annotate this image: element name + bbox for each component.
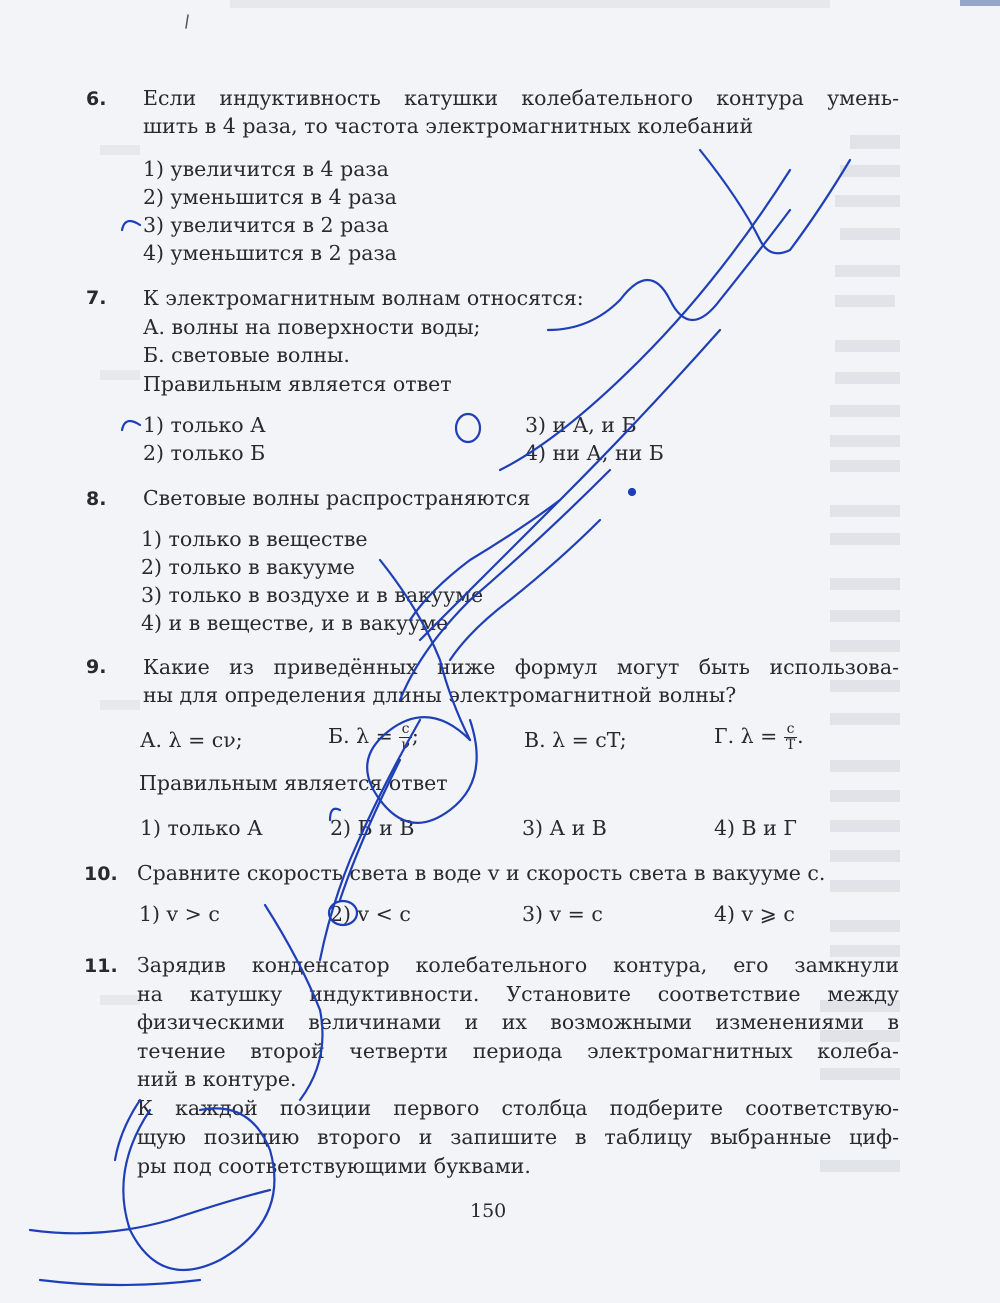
question-text: К каждой позиции первого столбца подберите соответствую- [137,1096,899,1120]
question-text: ры под соответствующими буквами. [137,1154,531,1178]
answer-option: 2) уменьшится в 4 раза [143,185,397,209]
answer-option: 1) v > c [139,902,220,926]
answer-option: 4) v ⩾ c [714,902,795,926]
ink-stroke [122,421,140,430]
question-number: 6. [86,88,107,110]
question-number: 8. [86,488,107,510]
ink-stroke [40,1280,200,1285]
answer-option: 3) и А, и Б [525,413,637,437]
question-prompt: Правильным является ответ [143,372,452,396]
answer-option: 3) А и В [522,816,607,840]
fraction [399,722,412,753]
question-text: шить в 4 раза, то частота электромагнитных колебаний [143,114,754,138]
fraction-denominator: ν [401,737,410,753]
answer-option: 1) только А [143,413,266,437]
question-text: Сравните скорость света в воде v и скорость света в вакууме c. [137,861,826,885]
ink-circle [456,414,480,442]
question-prompt: Правильным является ответ [139,771,448,795]
ink-dot [629,489,635,495]
answer-option: 4) В и Г [714,816,797,840]
answer-option: 4) уменьшится в 2 раза [143,241,397,265]
question-number: 7. [86,287,107,309]
formula-text: ; [411,724,419,748]
question-text: на катушку индуктивности. Установите соответствие между [137,982,899,1006]
answer-option: 1) только в веществе [141,527,368,551]
question-number: 10. [84,863,118,885]
ink-stroke [30,1190,270,1233]
fraction-numerator: c [399,722,412,738]
question-item: Б. световые волны. [143,343,350,367]
question-text: щую позицию второго и запишите в таблицу выбранные циф- [137,1125,899,1149]
ink-stroke [122,221,140,230]
formula-g [714,722,804,753]
answer-option: 3) только в воздухе и в вакууме [141,583,484,607]
question-text: Зарядив конденсатор колебательного контура, его замкнули [137,953,899,977]
fraction-denominator: T [785,737,796,753]
pencil-tick [186,15,188,28]
answer-option: 2) Б и В [330,816,415,840]
question-number: 11. [84,955,118,977]
question-text: К электромагнитным волнам относятся: [143,286,584,310]
formula-v: В. λ = cT; [524,728,627,752]
answer-option: 4) ни А, ни Б [525,441,664,465]
question-text: физическими величинами и их возможными изменениями в [137,1010,899,1034]
question-text: ний в контуре. [137,1067,297,1091]
answer-option: 3) v = c [522,902,603,926]
answer-option: 1) увеличится в 4 раза [143,157,389,181]
answer-option: 2) v < c [330,902,411,926]
page-number: 150 [470,1200,507,1222]
question-text: течение второй четверти периода электромагнитных колеба- [137,1039,899,1063]
formula-text: . [797,724,804,748]
answer-option: 1) только А [140,816,263,840]
formula-text: Г. λ = [714,724,778,748]
question-number: 9. [86,656,107,678]
ink-stroke [548,210,790,330]
formula-text: Б. λ = [328,724,393,748]
question-item: А. волны на поверхности воды; [143,315,481,339]
ink-stroke [700,150,850,253]
answer-option: 2) только в вакууме [141,555,355,579]
question-text: ны для определения длины электромагнитной волны? [143,683,737,707]
answer-option: 3) увеличится в 2 раза [143,213,389,237]
fraction [784,722,797,753]
question-text: Световые волны распространяются [143,486,531,510]
answer-option: 4) и в веществе, и в вакууме [141,611,449,635]
fraction-numerator: c [784,722,797,738]
answer-option: 2) только Б [143,441,266,465]
question-text: Если индуктивность катушки колебательного контура умень- [143,86,899,110]
question-text: Какие из приведённых ниже формул могут быть использова- [143,655,899,679]
formula-a: А. λ = cν; [140,728,243,752]
formula-b [328,722,419,753]
